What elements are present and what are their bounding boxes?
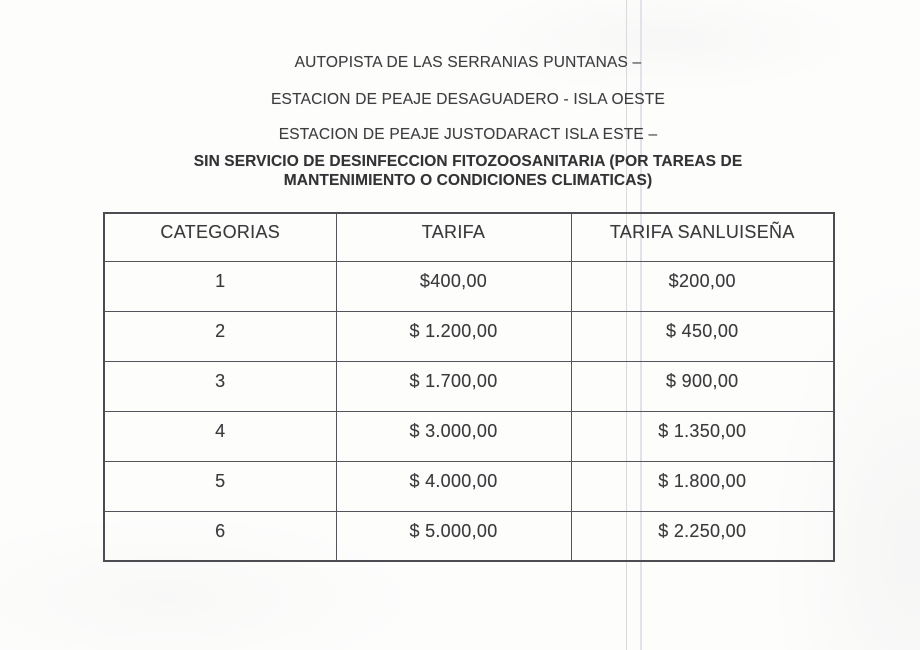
category-cell: 4 — [104, 411, 336, 461]
table-row — [104, 511, 834, 561]
tarifa-cell: $ 5.000,00 — [336, 511, 571, 561]
tarifa-sanluisena-cell: $ 2.250,00 — [571, 511, 834, 561]
notice-heading — [103, 152, 833, 190]
document-title-line-2: ESTACION DE PEAJE DESAGUADERO - ISLA OESTE — [271, 91, 665, 108]
category-cell: 3 — [104, 361, 336, 411]
table-header-row — [104, 213, 834, 261]
notice-heading-line-1: SIN SERVICIO DE DESINFECCION FITOZOOSANITARIA (POR TAREAS DE — [193, 153, 743, 170]
document-title-line-3: ESTACION DE PEAJE JUSTODARACT ISLA ESTE – — [278, 126, 658, 143]
tarifa-cell: $ 1.700,00 — [336, 361, 571, 411]
table-row — [104, 261, 834, 311]
notice-heading-line-2: MANTENIMIENTO O CONDICIONES CLIMATICAS) — [283, 172, 653, 189]
table-row — [104, 361, 834, 411]
column-header-tarifa: TARIFA — [336, 213, 571, 261]
table-row — [104, 461, 834, 511]
column-header-categorias: CATEGORIAS — [104, 213, 336, 261]
category-cell: 5 — [104, 461, 336, 511]
tarifa-sanluisena-cell: $ 900,00 — [571, 361, 834, 411]
tarifa-sanluisena-cell: $ 1.800,00 — [571, 461, 834, 511]
tarifa-cell: $ 4.000,00 — [336, 461, 571, 511]
tarifa-cell: $ 1.200,00 — [336, 311, 571, 361]
tariff-table — [103, 212, 835, 562]
tarifa-sanluisena-cell: $ 450,00 — [571, 311, 834, 361]
category-cell: 1 — [104, 261, 336, 311]
tarifa-cell: $ 3.000,00 — [336, 411, 571, 461]
tarifa-sanluisena-cell: $200,00 — [571, 261, 834, 311]
category-cell: 6 — [104, 511, 336, 561]
tarifa-cell: $400,00 — [336, 261, 571, 311]
table-row — [104, 411, 834, 461]
document-title-line-1: AUTOPISTA DE LAS SERRANIAS PUNTANAS – — [294, 54, 642, 71]
tarifa-sanluisena-cell: $ 1.350,00 — [571, 411, 834, 461]
category-cell: 2 — [104, 311, 336, 361]
table-row — [104, 311, 834, 361]
column-header-tarifa-sanluisena: TARIFA SANLUISEÑA — [571, 213, 834, 261]
